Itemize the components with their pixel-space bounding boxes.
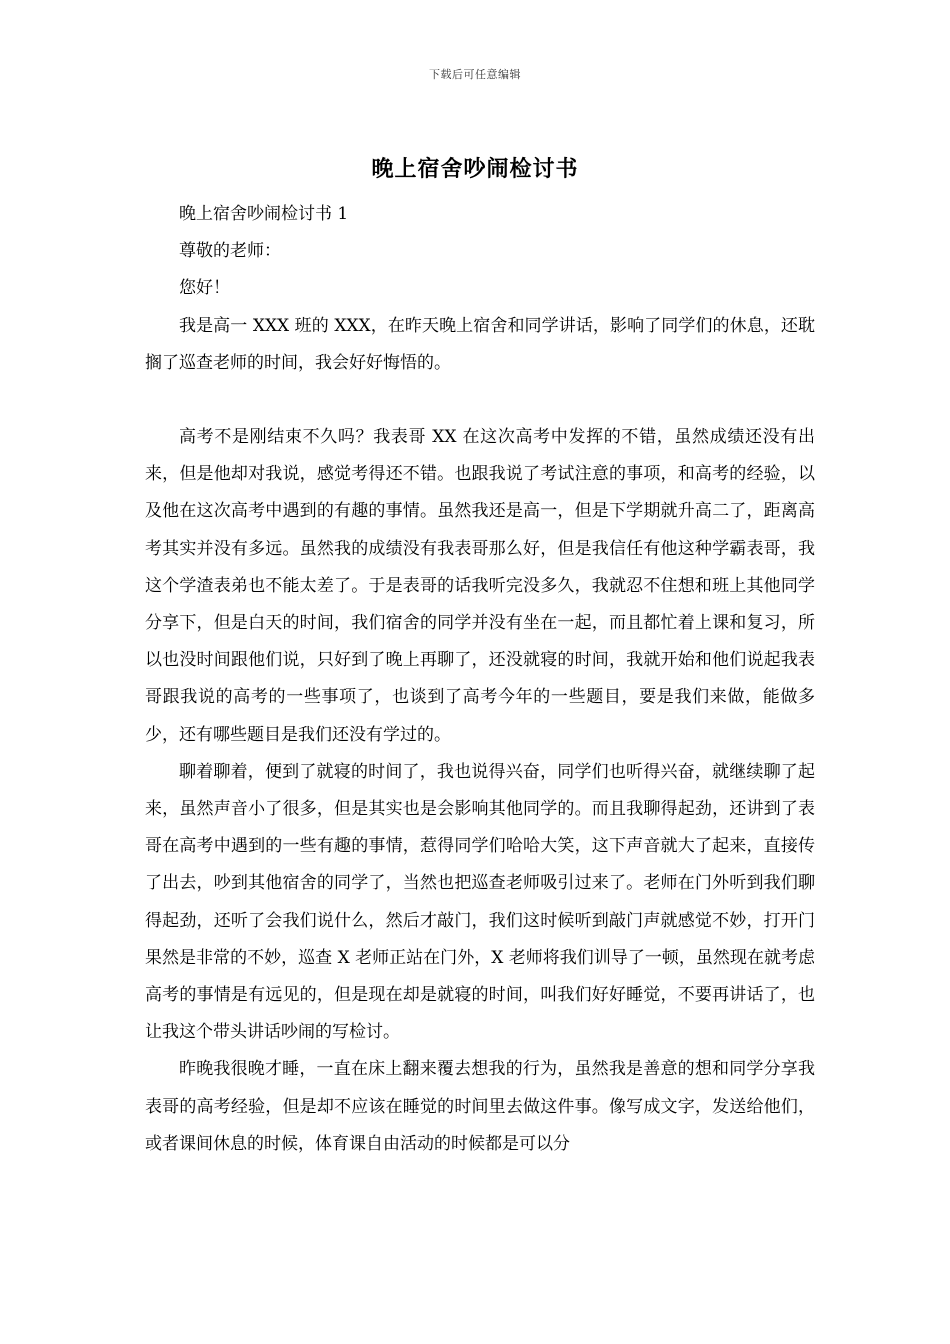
header-note: 下载后可任意编辑 <box>429 68 521 81</box>
greeting: 您好！ <box>179 278 230 299</box>
paragraph-incident: 聊着聊着，便到了就寝的时间了，我也说得兴奋，同学们也听得兴奋，就继续聊了起来，虽然声音小了很多，但是其实也是会影响其他同学的。而且我聊得起劲，还讲到了表哥在高考中遇到的一些有趣的事情，惹得同学们哈哈大笑，这下声音就大了起来，直接传了出去，吵到其他宿舍的同学了，当然也把巡查老师吸引过来了。老师在门外听到我们聊得起劲，还听了会我们说什么，然后才敲门，我们这时候听到敲门声就感觉不妙，打开门果然是非常的不妙，巡查 X 老师正站在门外，X 老师将我们训导了一顿，虽然现在就考虑高考的事情是有远见的，但是现在却是就寝的时间，叫我们好好睡觉，不要再讲话了，也让我这个带头讲话吵闹的写检讨。 <box>145 761 815 1043</box>
document-title: 晚上宿舍吵闹检讨书 <box>371 156 579 182</box>
salutation: 尊敬的老师： <box>179 241 281 262</box>
paragraph-reflection: 昨晚我很晚才睡，一直在床上翻来覆去想我的行为，虽然我是善意的想和同学分享我表哥的高考经验，但是却不应该在睡觉的时间里去做这件事。像写成文字，发送给他们，或者课间休息的时候，体育课自由活动的时候都是可以分 <box>145 1059 815 1154</box>
subtitle-line: 晚上宿舍吵闹检讨书 1 <box>179 204 349 224</box>
paragraph-background: 高考不是刚结束不久吗？我表哥 XX 在这次高考中发挥的不错，虽然成绩还没有出来，但是他却对我说，感觉考得还不错。也跟我说了考试注意的事项，和高考的经验，以及他在这次高考中遇到的有趣的事情。虽然我还是高一，但是下学期就升高二了，距离高考其实并没有多远。虽然我的成绩没有我表哥那么好，但是我信任有他这种学霸表哥，我这个学渣表弟也不能太差了。于是表哥的话我听完没多久，我就忍不住想和班上其他同学分享下，但是白天的时间，我们宿舍的同学并没有坐在一起，而且都忙着上课和复习，所以也没时间跟他们说，只好到了晚上再聊了，还没就寝的时间，我就开始和他们说起我表哥跟我说的高考的一些事项了，也谈到了高考今年的一些题目，要是我们来做，能做多少，还有哪些题目是我们还没有学过的。 <box>145 427 815 745</box>
paragraph-intro: 我是高一 XXX 班的 XXX，在昨天晚上宿舍和同学讲话，影响了同学们的休息，还耽搁了巡查老师的时间，我会好好悔悟的。 <box>145 315 815 373</box>
document-body <box>145 196 815 1163</box>
